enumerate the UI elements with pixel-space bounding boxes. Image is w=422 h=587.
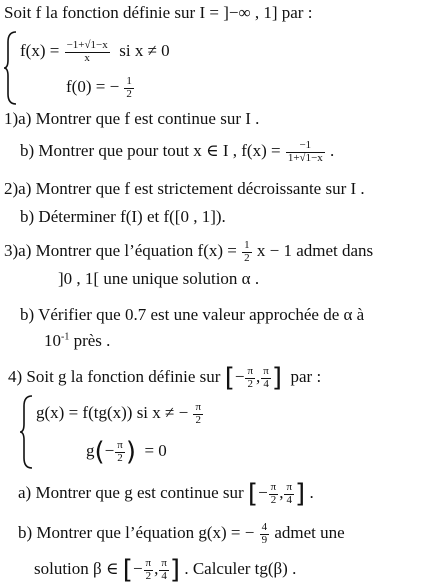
question-4b-line2-tail: . Calculer tg(β) . bbox=[184, 558, 297, 578]
question-4b-line1-tail: admet une bbox=[274, 522, 345, 542]
fraction-numerator: 4 bbox=[261, 521, 268, 533]
question-3a-text: 3)a) Montrer que l’équation f(x) = bbox=[4, 240, 237, 260]
question-4b-text: b) Montrer que l’équation g(x) = − bbox=[18, 522, 255, 542]
fraction-denominator: 9 bbox=[261, 533, 268, 546]
fraction-numerator: π bbox=[117, 439, 123, 451]
fraction-numerator: −1 bbox=[286, 140, 325, 153]
fraction-numerator: π bbox=[286, 481, 293, 493]
question-1a: 1)a) Montrer que f est continue sur I . bbox=[4, 109, 260, 128]
question-3b-tail: près . bbox=[69, 331, 111, 350]
question-4: 4) Soit g la fonction définie sur [− $\frac{\pi}{2}$ , $\frac{\pi}{4}$ ] par : bbox=[8, 363, 322, 394]
question-3a bbox=[4, 240, 373, 264]
question-3a-line2: ]0 , 1[ une unique solution α . bbox=[58, 269, 260, 288]
question-4a: a) Montrer que g est continue sur [− $\frac{\pi}{2}$ , $\frac{\pi}{4}$ ] . bbox=[18, 479, 314, 510]
system1-line2 bbox=[66, 76, 135, 100]
question-1b-fraction bbox=[286, 140, 325, 164]
question-1b-text: b) Montrer que pour tout x ∈ I , f(x) = bbox=[20, 140, 281, 160]
question-1b-tail: . bbox=[330, 140, 335, 160]
fraction-numerator: 1 bbox=[244, 239, 250, 251]
question-4-tail: par : bbox=[290, 366, 322, 386]
fraction-denominator: 2 bbox=[126, 87, 132, 100]
system1-line1-lhs: f(x) = bbox=[20, 40, 60, 60]
question-1b bbox=[20, 140, 334, 164]
fraction-denominator: 4 bbox=[161, 569, 167, 582]
system1-line1-condition: si x ≠ 0 bbox=[119, 40, 170, 60]
fraction-denominator: 2 bbox=[270, 493, 277, 506]
power-base: 10 bbox=[44, 331, 61, 350]
question-4b-line1 bbox=[18, 522, 345, 546]
fraction-numerator: π bbox=[247, 365, 254, 377]
system2-line2-lhs: g bbox=[86, 440, 95, 460]
fraction-denominator: 4 bbox=[263, 377, 269, 390]
fraction-denominator: 4 bbox=[286, 493, 293, 506]
fraction-denominator: 2 bbox=[145, 569, 152, 582]
fraction-denominator: 2 bbox=[117, 451, 123, 464]
left-brace-icon bbox=[2, 30, 18, 106]
fraction-denominator: 1+√1−x bbox=[287, 151, 323, 164]
fraction-numerator: π bbox=[195, 401, 202, 413]
fraction-numerator: π bbox=[263, 365, 269, 377]
question-4a-text: a) Montrer que g est continue sur bbox=[18, 482, 244, 502]
system2-line2: g(− $\frac{\pi}{2}$ ) = 0 bbox=[86, 437, 167, 468]
system1-line2-lhs: f(0) = − bbox=[66, 76, 120, 96]
system1-line2-fraction bbox=[124, 76, 134, 100]
system2-line1-text: g(x) = f(tg(x)) si x ≠ − bbox=[36, 402, 189, 422]
question-4b-line2-text: solution β ∈ bbox=[34, 558, 119, 578]
intro-text: Soit f la fonction définie sur I = ]−∞ , 1] par : bbox=[4, 3, 313, 22]
question-3b-line1: b) Vérifier que 0.7 est une valeur approchée de α à bbox=[20, 305, 365, 324]
fraction-denominator: x bbox=[84, 51, 90, 64]
system1-line1-fraction bbox=[65, 40, 110, 64]
system2-line1 bbox=[36, 402, 204, 426]
fraction-numerator: π bbox=[145, 557, 152, 569]
question-3a-fraction bbox=[242, 240, 252, 264]
question-3b-line2 bbox=[44, 332, 110, 349]
power-exponent: -1 bbox=[61, 331, 70, 343]
fraction-numerator: 1 bbox=[126, 75, 132, 87]
fraction-numerator: π bbox=[161, 557, 167, 569]
left-brace-icon bbox=[18, 394, 34, 470]
question-4-text: 4) Soit g la fonction définie sur bbox=[8, 366, 221, 386]
system2-line2-rhs: = 0 bbox=[144, 440, 167, 460]
fraction-denominator: 2 bbox=[247, 377, 253, 390]
fraction-numerator: π bbox=[270, 481, 277, 493]
question-2b: b) Déterminer f(I) et f([0 , 1]). bbox=[20, 207, 226, 226]
fraction-denominator: 2 bbox=[195, 413, 201, 426]
question-4b-line2: solution β ∈ [− $\frac{\pi}{2}$ , $\frac{\pi}{4}$ ] . Calculer tg(β) . bbox=[34, 555, 297, 586]
fraction-numerator: −1+√1−x bbox=[66, 39, 108, 51]
system1-line1 bbox=[20, 40, 170, 64]
question-2a: 2)a) Montrer que f est strictement décroissante sur I . bbox=[4, 179, 365, 198]
question-3a-tail: x − 1 admet dans bbox=[256, 240, 374, 260]
fraction-denominator: 2 bbox=[244, 251, 250, 264]
